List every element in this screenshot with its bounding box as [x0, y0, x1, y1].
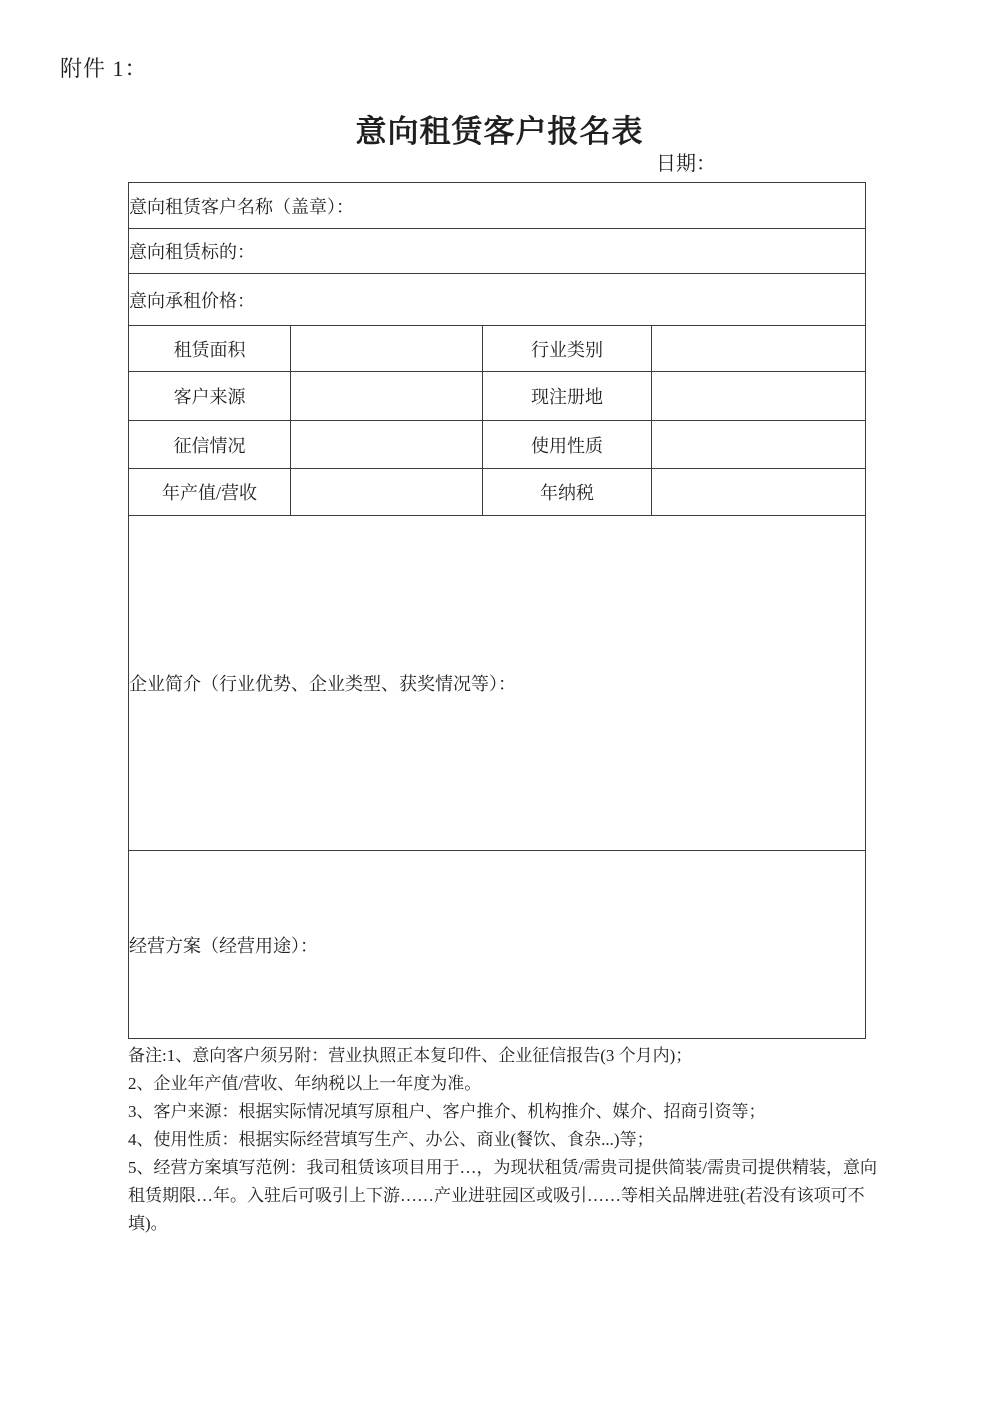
cell-business-plan[interactable]	[129, 851, 866, 1039]
input-annual-output[interactable]	[291, 469, 483, 516]
input-usage-nature[interactable]	[652, 421, 866, 469]
cell-lease-target[interactable]	[129, 229, 866, 274]
date-row	[128, 147, 866, 176]
business-plan-label: 经营方案（经营用途）：	[129, 935, 318, 956]
row-client-name	[129, 183, 866, 229]
company-profile-label: 企业简介（行业优势、企业类型、获奖情况等）：	[129, 674, 516, 694]
label-annual-output	[129, 469, 291, 516]
note-line-4: 4、使用性质：根据实际经营填写生产、办公、商业(餐饮、食杂...)等；	[128, 1130, 654, 1149]
note-line-2: 2、企业年产值/营收、年纳税以上一年度为准。	[128, 1074, 482, 1093]
input-lease-area[interactable]	[291, 326, 483, 372]
label-registered-address	[482, 372, 652, 421]
lease-target-label: 意向租赁标的：	[129, 242, 255, 262]
row-output-tax	[129, 469, 866, 516]
label-lease-area	[129, 326, 291, 372]
registration-form-table	[128, 182, 866, 1039]
row-business-plan	[129, 851, 866, 1039]
client-name-label: 意向租赁客户名称（盖章）：	[129, 196, 354, 217]
row-lease-target	[129, 229, 866, 274]
lease-area-label-text: 租赁面积	[173, 339, 246, 360]
note-line-5: 5、经营方案填写范例：我司租赁该项目用于…，为现状租赁/需贵司提供简装/需贵司提供精装，意向租赁期限…年。入驻后可吸引上下游……产业进驻园区或吸引……等相关品牌进驻(若没有该项可不填)。	[128, 1158, 877, 1233]
cell-company-profile[interactable]	[129, 516, 866, 851]
label-annual-tax	[482, 469, 652, 516]
input-client-source[interactable]	[291, 372, 483, 421]
annual-tax-label-text: 年纳税	[539, 483, 594, 503]
label-industry-category	[482, 326, 652, 372]
input-annual-tax[interactable]	[652, 469, 866, 516]
attachment-label: 附件 1：	[60, 56, 148, 81]
usage-nature-label-text: 使用性质	[530, 435, 603, 456]
cell-lease-price[interactable]	[129, 274, 866, 326]
credit-status-label-text: 征信情况	[173, 435, 246, 456]
industry-category-label-text: 行业类别	[530, 339, 603, 360]
form-title: 意向租赁客户报名表	[355, 114, 644, 149]
row-company-profile	[129, 516, 866, 851]
client-source-label-text: 客户来源	[173, 387, 246, 407]
row-source-registered	[129, 372, 866, 421]
registered-address-label-text: 现注册地	[530, 387, 603, 407]
date-label: 日期：	[656, 153, 716, 175]
annual-output-label-text: 年产值/营收	[162, 483, 258, 503]
notes-section	[128, 1042, 880, 1238]
label-credit-status	[129, 421, 291, 469]
label-client-source	[129, 372, 291, 421]
cell-client-name[interactable]	[129, 183, 866, 229]
row-area-industry	[129, 326, 866, 372]
input-credit-status[interactable]	[291, 421, 483, 469]
note-line-1: 备注:1、意向客户须另附：营业执照正本复印件、企业征信报告(3 个月内)；	[128, 1046, 693, 1065]
row-credit-usage	[129, 421, 866, 469]
input-industry-category[interactable]	[652, 326, 866, 372]
input-registered-address[interactable]	[652, 372, 866, 421]
lease-price-label: 意向承租价格：	[129, 290, 255, 311]
note-line-3: 3、客户来源：根据实际情况填写原租户、客户推介、机构推介、媒介、招商引资等；	[128, 1102, 766, 1121]
label-usage-nature	[482, 421, 652, 469]
row-lease-price	[129, 274, 866, 326]
